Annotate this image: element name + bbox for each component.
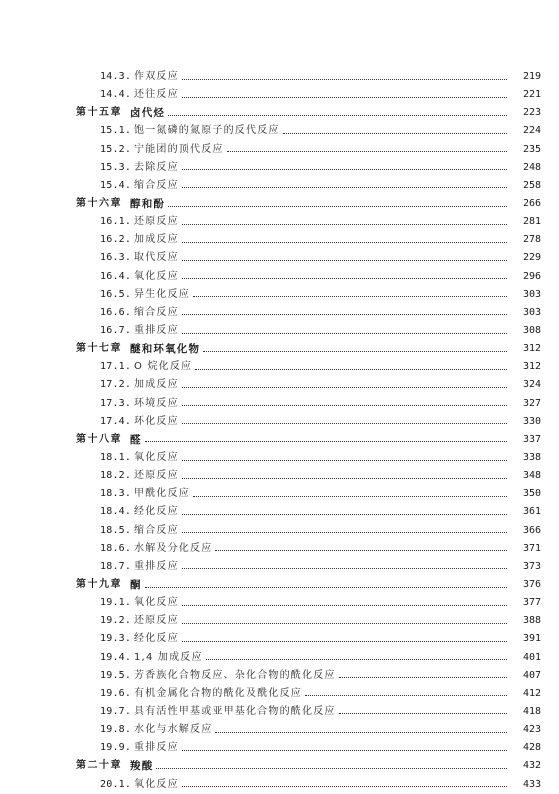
section-title: 氧化反应: [134, 270, 179, 282]
chapter-number: 第二十章: [76, 760, 122, 772]
section-number: 20.1.: [100, 778, 132, 790]
section-title: 还原反应: [134, 216, 179, 228]
dot-leader: [145, 431, 507, 442]
section-title: 异生化反应: [134, 288, 190, 300]
page-number: 428: [522, 742, 541, 754]
chapter-title: 酮: [130, 578, 142, 591]
chapter-title: 羧酸: [130, 760, 154, 773]
page-number: 350: [522, 488, 541, 500]
page-number: 223: [522, 107, 541, 119]
section-title: 芳香族化合物反应、杂化合物的酰化反应: [134, 669, 336, 681]
toc-entry-heading: [0, 544, 212, 554]
section-title: O 烷化反应: [134, 361, 193, 373]
dot-leader: [182, 740, 507, 751]
dot-leader: [182, 504, 507, 515]
section-title: 重排反应: [134, 325, 179, 337]
page-number: 330: [522, 415, 541, 427]
page-number: 312: [522, 343, 541, 355]
dot-leader: [182, 395, 507, 406]
toc-chapter-row: [0, 757, 559, 775]
toc-section-row: [0, 594, 559, 612]
dot-leader: [182, 450, 507, 461]
dot-leader: [339, 703, 507, 714]
toc-entry-heading: [0, 653, 203, 663]
dot-leader: [182, 522, 507, 533]
section-title: 经化反应: [134, 506, 179, 518]
page-number: 229: [522, 252, 541, 264]
dot-leader: [182, 250, 507, 261]
section-number: 14.3.: [100, 71, 132, 83]
section-title: 取代反应: [134, 252, 179, 264]
toc-section-row: [0, 68, 559, 86]
dot-leader: [168, 105, 507, 116]
chapter-number: 第十八章: [76, 433, 122, 445]
toc-entry-heading: [0, 780, 179, 790]
section-number: 15.3.: [100, 161, 132, 173]
toc-entry-heading: [0, 199, 165, 210]
section-number: 15.1.: [100, 125, 132, 137]
section-number: 17.1.: [100, 361, 132, 373]
toc-entry-heading: [0, 362, 192, 372]
toc-section-row: [0, 449, 559, 467]
section-title: 去除反应: [134, 161, 179, 173]
section-number: 19.5.: [100, 669, 132, 681]
section-title: 有机金属化合物的酰化及酰化反应: [134, 687, 302, 699]
section-number: 14.4.: [100, 89, 132, 101]
toc-section-row: [0, 231, 559, 249]
section-title: 加成反应: [134, 234, 179, 246]
section-number: 16.4.: [100, 270, 132, 282]
dot-leader: [182, 304, 507, 315]
toc-section-row: [0, 775, 559, 793]
section-title: 1,4 加成反应: [134, 651, 203, 663]
dot-leader: [156, 758, 507, 769]
section-title: 水解及分化反应: [134, 542, 213, 554]
toc-entry-heading: [0, 108, 165, 119]
section-number: 16.6.: [100, 306, 132, 318]
toc-section-row: [0, 721, 559, 739]
page-number: 248: [522, 161, 541, 173]
toc-entry-heading: [0, 526, 179, 536]
toc-section-row: [0, 249, 559, 267]
toc-section-row: [0, 739, 559, 757]
toc-section-row: [0, 376, 559, 394]
page-number: 337: [522, 433, 541, 445]
toc-chapter-row: [0, 576, 559, 594]
toc-entry-heading: [0, 725, 212, 735]
section-title: 甲酰化反应: [134, 488, 190, 500]
section-number: 19.1.: [100, 597, 132, 609]
page-number: 407: [522, 669, 541, 681]
chapter-number: 第十九章: [76, 579, 122, 590]
dot-leader: [182, 776, 507, 787]
dot-leader: [206, 649, 507, 660]
section-title: 氧化反应: [134, 597, 179, 609]
dot-leader: [193, 486, 507, 497]
dot-leader: [182, 377, 507, 388]
dot-leader: [339, 667, 507, 678]
page-number: 373: [522, 560, 541, 572]
page-number: 391: [522, 633, 541, 645]
toc-entry-heading: [0, 671, 336, 681]
toc-section-row: [0, 703, 559, 721]
toc-entry-heading: [0, 217, 179, 227]
toc-section-row: [0, 395, 559, 413]
toc-chapter-row: [0, 195, 559, 213]
toc-section-row: [0, 522, 559, 540]
page-number: 348: [522, 470, 541, 482]
page-number: 432: [522, 760, 541, 772]
toc-entry-heading: [0, 163, 179, 173]
section-title: 环境反应: [134, 397, 179, 409]
section-title: 宁能团的顶代反应: [134, 143, 224, 155]
section-number: 19.6.: [100, 687, 132, 699]
toc-entry-heading: [0, 399, 179, 409]
page-number: 235: [522, 143, 541, 155]
toc-section-row: [0, 649, 559, 667]
toc-entry-heading: [0, 562, 179, 572]
section-title: 缩合反应: [134, 179, 179, 191]
section-number: 19.9.: [100, 742, 132, 754]
page-number: 377: [522, 597, 541, 609]
section-number: 19.2.: [100, 615, 132, 627]
page-number: 366: [522, 524, 541, 536]
chapter-number: 第十七章: [76, 343, 122, 355]
toc-section-row: [0, 612, 559, 630]
section-title: 环化反应: [134, 415, 179, 427]
page-number: 308: [522, 325, 541, 337]
toc-entry-heading: [0, 272, 179, 282]
dot-leader: [215, 540, 507, 551]
section-number: 16.1.: [100, 216, 132, 228]
toc-section-row: [0, 630, 559, 648]
dot-leader: [182, 468, 507, 479]
page-number: 338: [522, 452, 541, 464]
dot-leader: [182, 268, 507, 279]
section-number: 17.3.: [100, 397, 132, 409]
section-number: 16.7.: [100, 325, 132, 337]
section-title: 氧化反应: [134, 778, 179, 790]
toc-entry-heading: [0, 743, 179, 753]
toc-section-row: [0, 141, 559, 159]
section-title: 重排反应: [134, 560, 179, 572]
section-title: 缩合反应: [134, 524, 179, 536]
toc-entry-heading: [0, 435, 142, 446]
section-title: 氧化反应: [134, 452, 179, 464]
chapter-number: 第十五章: [76, 107, 122, 119]
section-number: 19.7.: [100, 705, 132, 717]
section-title: 经化反应: [134, 633, 179, 645]
page-number: 296: [522, 270, 541, 282]
toc-section-row: [0, 503, 559, 521]
toc-section-row: [0, 540, 559, 558]
toc-section-row: [0, 177, 559, 195]
page-number: 376: [522, 579, 541, 590]
page-number: 371: [522, 542, 541, 554]
page-number: 303: [522, 288, 541, 300]
page-number: 412: [522, 687, 541, 699]
dot-leader: [182, 87, 507, 98]
toc-section-row: [0, 159, 559, 177]
dot-leader: [182, 69, 507, 80]
dot-leader: [145, 577, 507, 588]
dot-leader: [193, 286, 507, 297]
section-number: 18.2.: [100, 470, 132, 482]
dot-leader: [182, 214, 507, 225]
page-number: 278: [522, 234, 541, 246]
page-number: 281: [522, 216, 541, 228]
section-title: 作双反应: [134, 71, 179, 83]
section-number: 18.7.: [100, 560, 132, 572]
toc-entry-heading: [0, 235, 179, 245]
section-number: 18.4.: [100, 506, 132, 518]
toc-entry-heading: [0, 707, 336, 717]
toc-chapter-row: [0, 104, 559, 122]
toc-entry-heading: [0, 598, 179, 608]
section-number: 19.8.: [100, 724, 132, 736]
toc-entry-heading: [0, 471, 179, 481]
section-number: 16.3.: [100, 252, 132, 264]
section-number: 15.4.: [100, 179, 132, 191]
dot-leader: [182, 631, 507, 642]
toc-entry-heading: [0, 326, 179, 336]
dot-leader: [182, 323, 507, 334]
dot-leader: [182, 159, 507, 170]
page-number: 221: [522, 89, 541, 101]
section-number: 17.2.: [100, 379, 132, 391]
page-number: 401: [522, 651, 541, 663]
toc-section-row: [0, 213, 559, 231]
section-title: 水化与水解反应: [134, 724, 213, 736]
toc-section-row: [0, 122, 559, 140]
section-title: 还往反应: [134, 89, 179, 101]
toc-entry-heading: [0, 507, 179, 517]
toc-entry-heading: [0, 453, 179, 463]
section-title: 加成反应: [134, 379, 179, 391]
dot-leader: [182, 613, 507, 624]
page-number: 361: [522, 506, 541, 518]
toc-section-row: [0, 304, 559, 322]
toc-section-row: [0, 485, 559, 503]
toc-entry-heading: [0, 72, 179, 82]
toc-entry-heading: [0, 181, 179, 191]
toc-entry-heading: [0, 634, 179, 644]
section-number: 16.5.: [100, 288, 132, 300]
section-number: 19.3.: [100, 633, 132, 645]
toc-entry-heading: [0, 580, 142, 591]
page-number: 224: [522, 125, 541, 137]
section-title: 还原反应: [134, 470, 179, 482]
chapter-number: 第十六章: [76, 198, 122, 210]
dot-leader: [283, 123, 507, 134]
page-number: 327: [522, 397, 541, 409]
page-number: 423: [522, 724, 541, 736]
toc-chapter-row: [0, 431, 559, 449]
section-number: 18.6.: [100, 542, 132, 554]
toc-entry-heading: [0, 126, 280, 136]
dot-leader: [182, 177, 507, 188]
table-of-contents: [0, 68, 559, 794]
section-title: 重排反应: [134, 742, 179, 754]
section-number: 18.5.: [100, 524, 132, 536]
toc-section-row: [0, 86, 559, 104]
page-number: 418: [522, 705, 541, 717]
page-number: 324: [522, 379, 541, 391]
toc-entry-heading: [0, 290, 190, 300]
toc-section-row: [0, 322, 559, 340]
toc-section-row: [0, 413, 559, 431]
toc-section-row: [0, 467, 559, 485]
page-number: 433: [522, 778, 541, 790]
toc-entry-heading: [0, 308, 179, 318]
dot-leader: [203, 341, 507, 352]
toc-entry-heading: [0, 689, 302, 699]
chapter-title: 醚和环氧化物: [130, 342, 201, 355]
dot-leader: [227, 141, 507, 152]
dot-leader: [182, 558, 507, 569]
section-title: 缩合反应: [134, 306, 179, 318]
section-number: 18.3.: [100, 488, 132, 500]
dot-leader: [195, 359, 507, 370]
toc-entry-heading: [0, 344, 200, 355]
section-number: 17.4.: [100, 415, 132, 427]
section-title: 还原反应: [134, 615, 179, 627]
toc-entry-heading: [0, 380, 179, 390]
section-title: 饱一氮磷的氮原子的反代反应: [134, 125, 280, 137]
page-number: 312: [522, 361, 541, 373]
page-number: 266: [522, 198, 541, 210]
toc-section-row: [0, 667, 559, 685]
dot-leader: [182, 232, 507, 243]
page-number: 219: [522, 71, 541, 83]
section-number: 18.1.: [100, 452, 132, 464]
toc-entry-heading: [0, 253, 179, 263]
dot-leader: [305, 685, 507, 696]
dot-leader: [182, 413, 507, 424]
toc-entry-heading: [0, 90, 179, 100]
toc-entry-heading: [0, 616, 179, 626]
toc-chapter-row: [0, 340, 559, 358]
toc-entry-heading: [0, 761, 153, 772]
page-number: 303: [522, 306, 541, 318]
toc-section-row: [0, 558, 559, 576]
dot-leader: [168, 196, 507, 207]
section-title: 具有活性甲基或亚甲基化合物的酰化反应: [134, 705, 336, 717]
dot-leader: [215, 722, 507, 733]
section-number: 15.2.: [100, 143, 132, 155]
chapter-title: 醛: [130, 433, 142, 446]
toc-section-row: [0, 685, 559, 703]
chapter-title: 卤代烃: [130, 107, 166, 120]
toc-section-row: [0, 358, 559, 376]
chapter-title: 醇和酚: [130, 197, 166, 210]
section-number: 19.4.: [100, 651, 132, 663]
toc-section-row: [0, 268, 559, 286]
page-number: 388: [522, 615, 541, 627]
page-number: 258: [522, 179, 541, 191]
toc-section-row: [0, 286, 559, 304]
toc-entry-heading: [0, 417, 179, 427]
dot-leader: [182, 595, 507, 606]
toc-entry-heading: [0, 145, 224, 155]
section-number: 16.2.: [100, 234, 132, 246]
toc-entry-heading: [0, 489, 190, 499]
